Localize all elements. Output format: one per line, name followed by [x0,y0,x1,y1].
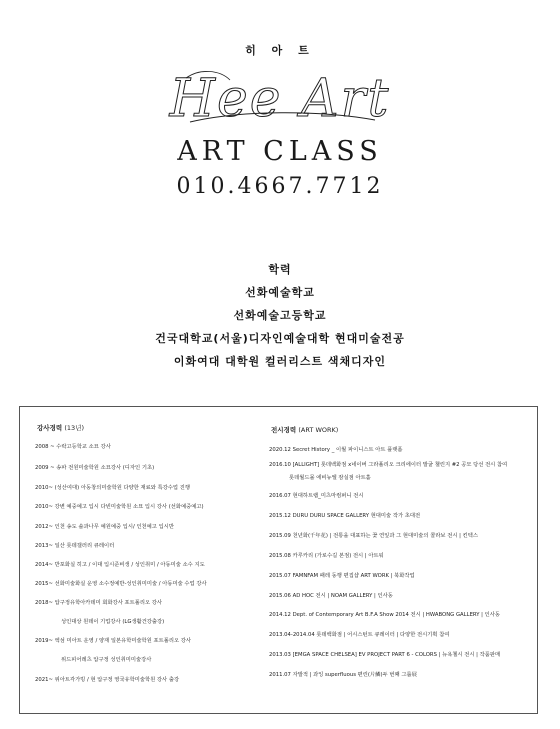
teaching-item: 2008 ~ 수락고등학교 소묘 강사 [35,444,111,450]
exhibition-item: 2015.12 DURU DURU SPACE GALLERY 현대미술 작가 초대전 [269,513,421,519]
career-box [19,406,538,714]
exhibition-item: 2015.07 FAMNFAM 패레 동행 편집샵 ART WORK | 북화작업 [269,573,415,579]
hee-art-logo [160,58,400,138]
teaching-item: 2010~ (성산여대) 아동창의미술학원 다양한 재료와 특강수업 진행 [35,485,190,491]
education-section [0,258,560,373]
art-class-title: ART CLASS [177,136,383,167]
phone-number: 010.4667.7712 [176,174,384,199]
teaching-item: 2014~ 반포화실 히고 / 이대 입시준비생 / 성인취미 / 아동미술 소수 지도 [35,562,205,568]
education-item: 이화여대 대학원 컬러리스트 색채디자인 [173,355,387,368]
exhibition-item: 2016.10 [ALLIGHT] 롯데백화점 x네이버 그라폴리오 크리에이터 발굴 챌린지 #2 공모 당선 전시 참여 [269,462,508,468]
education-heading: 학력 [268,263,292,276]
exhibition-title: 전시경력 (ART WORK) [271,426,339,434]
exhibition-item: 2014.12 Dept. of Contemporary Art B.F.A Show 2014 전시 | HWABONG GALLERY | 인사동 [269,612,500,618]
exhibition-item: 롯데월드몰 에비뉴엘 잠실점 아트홀 [289,475,371,481]
education-item: 건국대학교(서울)디자인예술대학 현대미술전공 [155,332,405,345]
logo-script-text: Hee Art [169,69,391,129]
teaching-item: 성인대상 원데이 기업강사 (LG생활건강출강) [61,619,165,625]
exhibition-item: 2013.03 [EMGA SPACE CHELSEA] EV PROJECT PART 6 - COLORS | 뉴욕첼시 전시 | 작품판매 [269,652,501,658]
brand-korean-name: 히 아 트 [245,44,315,57]
teaching-item: 2013~ 일산 롯데갤러리 큐레이터 [35,543,115,549]
teaching-item: 2009 ~ 송파 전원미술학원 소묘강사 (디자인 기초) [35,465,155,471]
exhibition-item: 2015.09 천년화(千年花) | 전통을 대표하는 꽃 연잎과 그 현대미술의 콜라보 전시 | 킨텍스 [269,533,478,539]
teaching-item: 위드피어레츠 압구정 성인취미미술강사 [61,657,152,663]
exhibition-item: 2020.12 Secret History _ 이월 파이니스트 아트 플랫폼 [269,447,403,453]
exhibition-item: 2016.07 현대하트랩_미츠마컴퍼니 전시 [269,493,364,499]
education-item: 선화예술학교 [245,286,315,299]
exhibition-item: 2015.06 AD HOC 전시 | NOAM GALLERY | 인사동 [269,593,393,599]
exhibition-item: 2013.04-2014.04 롯데백화점 | 어시스턴트 큐레이터 | 다양한 전시기획 참여 [269,632,450,638]
teaching-item: 2015~ 선화미술화실 운영 소수정예반-성인취미미술 / 아동미술 수업 강사 [35,581,207,587]
teaching-item: 2012~ 인천 송도 솔과나무 예원예중 입시/ 인천예고 입시반 [35,524,174,530]
exhibition-item: 2011.07 자발적 | 과잉 superfluous 편린(片鱗)두 번째 그룹展 [269,672,417,678]
teaching-title: 강사경력 (13년) [37,424,85,432]
teaching-item: 2019~ 엑섬 미아트 운영 / 양재 일본유학미술학원 포트폴리오 강사 [35,638,191,644]
exhibition-item: 2015.08 카루카리 (가로수길 본점) 전시 | 아트워 [269,553,384,559]
teaching-item: 2018~ 압구정유학아카데미 회화강사 포트폴리오 강사 [35,600,162,606]
teaching-item: 2010~ 강변 예중예고 입시 다빈미술학원 소묘 입시 강사 (선화예중예고) [35,504,204,510]
education-item: 선화예술고등학교 [233,309,327,322]
teaching-item: 2021~ 위아트각가빙 / 현 압구정 영국유학미술학원 강사 출강 [35,677,180,683]
